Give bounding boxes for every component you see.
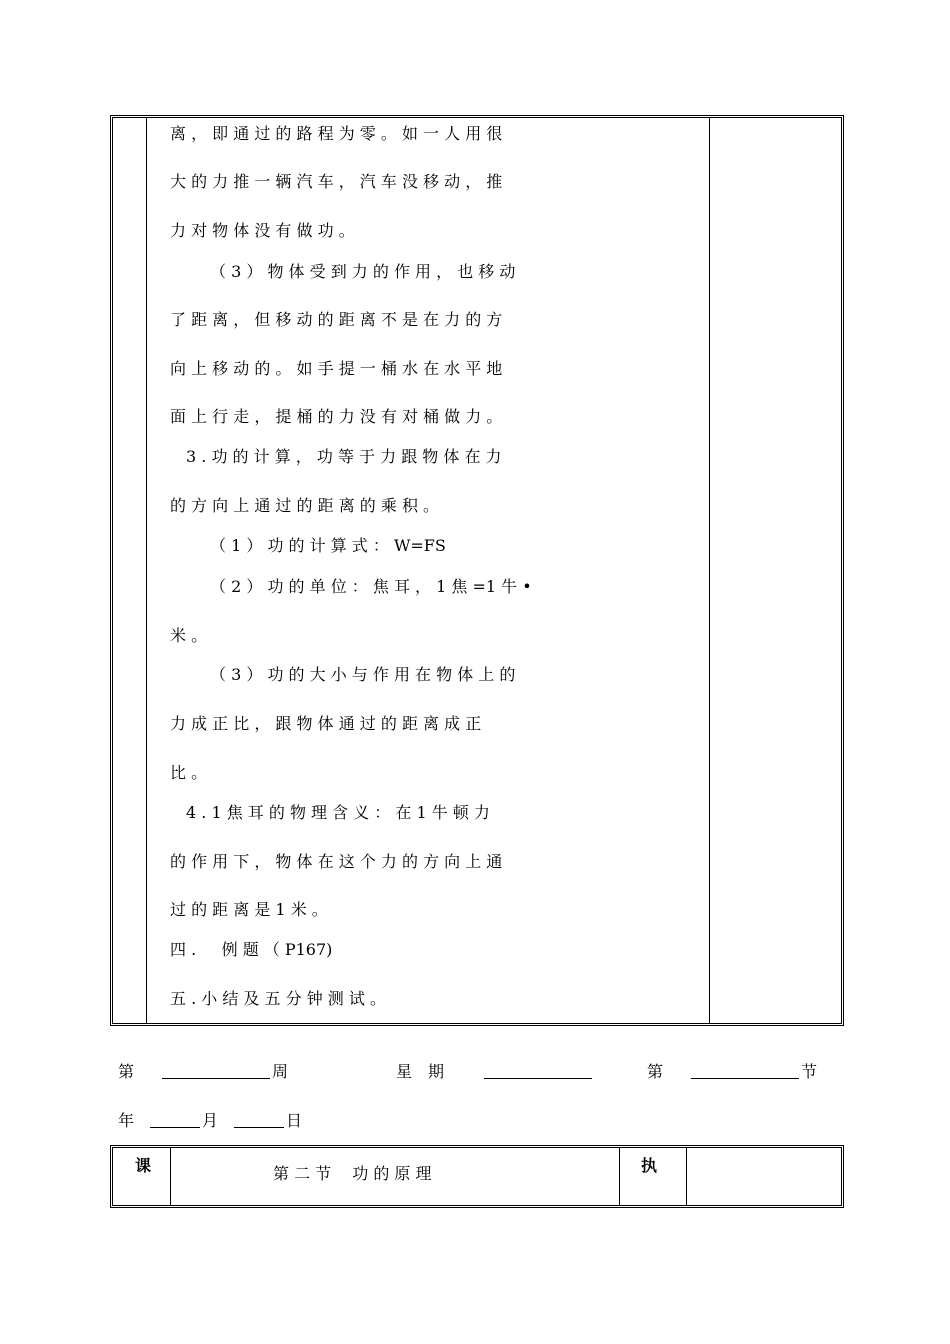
month-blank[interactable] [150,1113,200,1128]
table-divider-right [709,118,710,1023]
content-line: 五 . 小 结 及 五 分 钟 测 试 。 [170,989,386,1008]
table-divider-left [146,118,147,1023]
content-line: 力 成 正 比 ， 跟 物 体 通 过 的 距 离 成 正 [170,714,482,733]
lesson-zhi-label: 执 [641,1156,658,1175]
content-line: 3 . 功 的 计 算 ， 功 等 于 力 跟 物 体 在 力 [186,447,502,466]
content-line: （ 1 ） 功 的 计 算 式 ： W=FS [210,536,446,555]
content-line: 的 作 用 下 ， 物 体 在 这 个 力 的 方 向 上 通 [170,852,503,871]
content-line: 的 方 向 上 通 过 的 距 离 的 乘 积 。 [170,496,440,515]
content-table [110,115,844,1026]
week-blank[interactable] [162,1064,270,1079]
content-line: 比 。 [170,763,208,782]
lesson-table [110,1145,844,1208]
lesson-divider-1 [170,1148,171,1205]
day-blank[interactable] [234,1113,284,1128]
schedule-period-suffix: 节 [801,1062,818,1081]
content-line: 四 . 例 题 （ P167) [170,940,333,959]
date-day-label: 日 [286,1111,303,1130]
lesson-title: 第 二 节 功 的 原 理 [273,1164,432,1183]
period-blank[interactable] [691,1064,799,1079]
schedule-weekday-label: 星 期 [396,1062,445,1081]
content-line: （ 3 ） 物 体 受 到 力 的 作 用 ， 也 移 动 [210,262,516,281]
schedule-week-label: 第 [118,1062,135,1081]
content-line: 离 ， 即 通 过 的 路 程 为 零 。 如 一 人 用 很 [170,124,503,143]
schedule-period-label: 第 [647,1062,664,1081]
lesson-ke-label: 课 [135,1156,152,1175]
content-line: 了 距 离 ， 但 移 动 的 距 离 不 是 在 力 的 方 [170,310,503,329]
date-year-label: 年 [118,1111,135,1130]
content-line: 过 的 距 离 是 1 米 。 [170,900,328,919]
content-line: 向 上 移 动 的 。 如 手 提 一 桶 水 在 水 平 地 [170,359,503,378]
weekday-blank[interactable] [484,1064,592,1079]
content-line: 面 上 行 走 ， 提 桶 的 力 没 有 对 桶 做 力 。 [170,407,503,426]
schedule-week-suffix: 周 [272,1062,289,1081]
content-line: 米 。 [170,626,208,645]
content-line: 力 对 物 体 没 有 做 功 。 [170,221,355,240]
content-line: （ 3 ） 功 的 大 小 与 作 用 在 物 体 上 的 [210,665,516,684]
date-month-label: 月 [202,1111,219,1130]
content-line: 4 . 1 焦 耳 的 物 理 含 义 ： 在 1 牛 顿 力 [186,803,490,822]
content-line: 大 的 力 推 一 辆 汽 车 ， 汽 车 没 移 动 ， 推 [170,172,503,191]
lesson-divider-2 [619,1148,620,1205]
lesson-divider-3 [686,1148,687,1205]
content-line: （ 2 ） 功 的 单 位 ： 焦 耳 ， 1 焦 =1 牛 • [210,577,532,596]
